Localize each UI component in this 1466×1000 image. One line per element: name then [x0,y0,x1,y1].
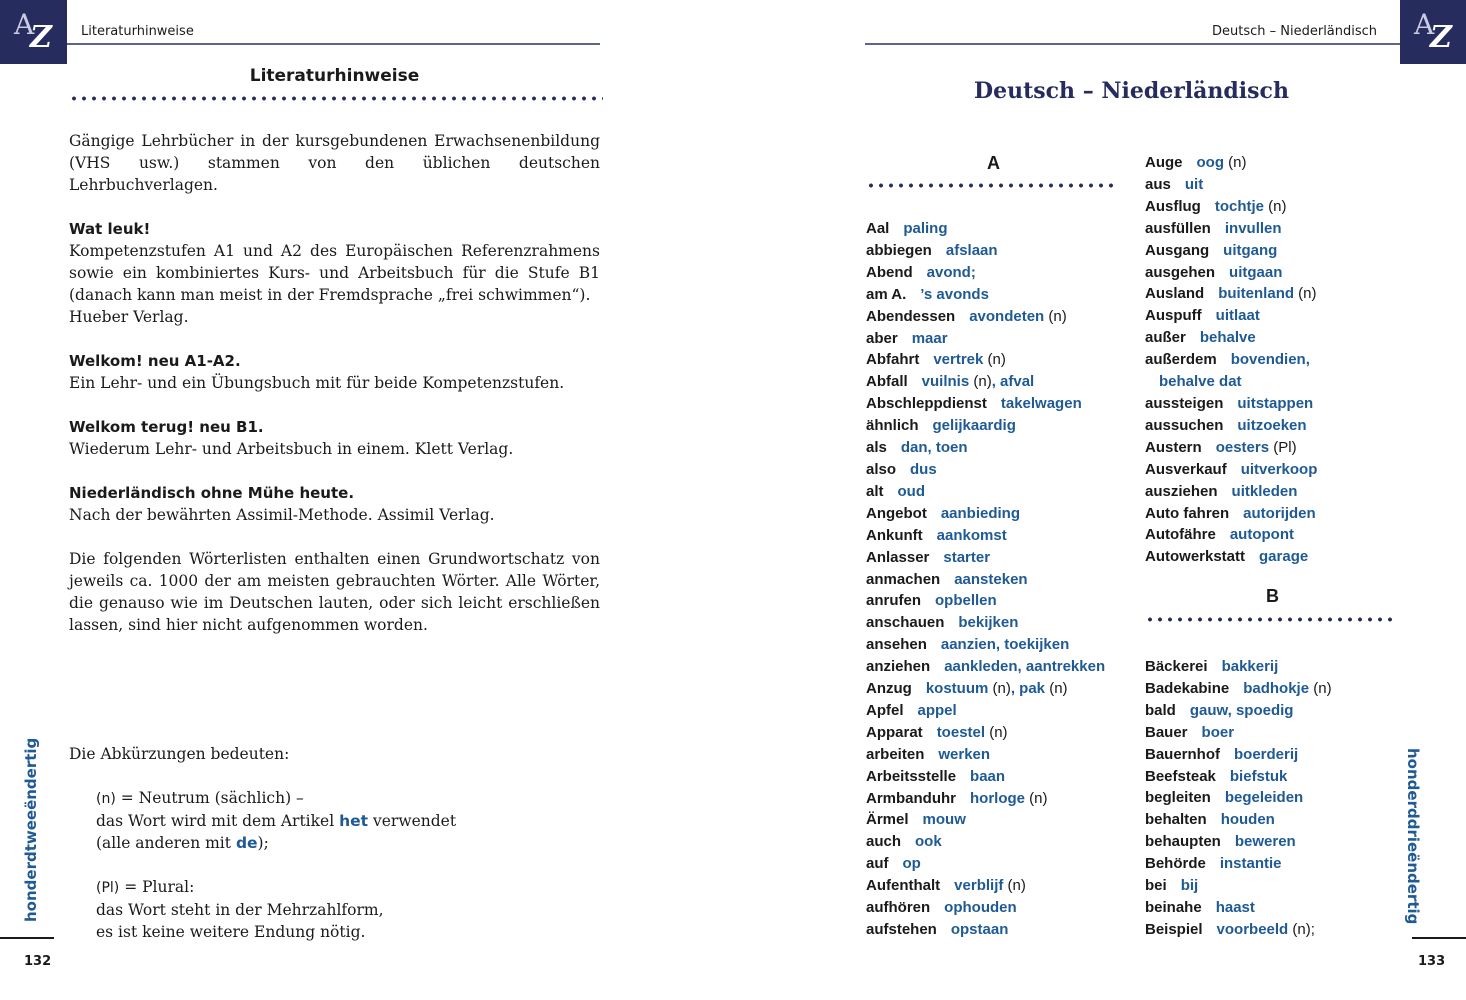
german-word: Abschleppdienst [866,395,987,413]
german-word: Abend [866,263,913,281]
dictionary-entry [1145,415,1400,437]
dutch-translation: aankleden, aantrekken [944,658,1106,676]
dutch-translation: uit [1184,175,1204,193]
german-word: ausfüllen [1145,219,1211,237]
abbr-plural-line: (Pl) = Plural: [96,878,195,896]
german-word: Aal [866,220,890,237]
german-word: Anlasser [866,548,930,566]
dictionary-entry [1145,240,1400,262]
dictionary-entry [1145,481,1400,503]
dictionary-entry [866,415,1121,437]
page-title: Literaturhinweise [249,66,420,86]
az-logo-icon: A Z [0,0,67,64]
dictionary-entry [1145,809,1400,831]
page-number: 133 [1418,954,1446,969]
german-word: Ausgang [1145,241,1210,259]
dutch-translation: vertrek [933,351,984,369]
german-word: ausziehen [1145,482,1218,500]
header-rule [865,43,1400,45]
german-word: Ausflug [1145,197,1201,215]
dictionary-entry [1145,283,1400,305]
german-word: Bauer [1145,723,1188,741]
book-description: Wiederum Lehr- und Arbeitsbuch in einem. Klett Verlag. [69,440,514,458]
article-de: de [235,834,258,852]
dictionary-entry [866,634,1121,656]
dictionary-entry [1145,262,1400,284]
grammar-note: (n) [1294,285,1317,303]
german-word: aber [866,329,898,347]
grammar-note: (n) [988,680,1011,698]
dictionary-entry [866,218,1121,240]
dutch-translation: uitzoeken [1237,416,1307,434]
german-word: außer [1145,329,1186,347]
dictionary-entry [1145,393,1400,415]
dutch-translation: tochtje [1214,197,1264,215]
german-word: Abfahrt [866,351,920,369]
german-word: Auge [1145,154,1183,171]
german-word: bei [1145,877,1167,895]
dictionary-entry [1145,371,1400,393]
abbr-plural-note: es ist keine weitere Endung nötig. [96,923,366,941]
dictionary-entry [1145,722,1400,744]
german-word: anmachen [866,570,941,588]
german-word: abbiegen [866,241,932,259]
dutch-translation: boerderij [1234,745,1299,763]
grammar-note: (n) [985,723,1008,741]
dutch-translation: behalve [1199,329,1256,347]
dictionary-entry [1145,503,1400,525]
dutch-translation: aankomst [936,526,1007,544]
dictionary-entry [866,612,1121,634]
dictionary-entry [1145,524,1400,546]
dutch-translation: ’s avonds [920,285,989,303]
dictionary-entry [1145,218,1400,240]
german-word: Badekabine [1145,679,1230,697]
german-word: aus [1145,175,1171,193]
german-word: aufhören [866,899,931,917]
grammar-note: (n) [1264,197,1287,215]
german-word: Arbeitsstelle [866,767,957,785]
dictionary-entry [866,809,1121,831]
dutch-translation: vuilnis [921,373,970,391]
dutch-translation: uitgang [1223,241,1278,259]
page-number-words: honderddrieëndertig [1404,748,1422,925]
dictionary-entry [1145,766,1400,788]
german-word: Bauernhof [1145,745,1220,763]
dutch-translation: verblijf [954,877,1004,895]
book-title: Welkom! neu A1-A2. [69,352,241,370]
german-word: Ärmel [866,811,909,829]
dutch-translation: ophouden [944,899,1017,917]
grammar-note: (n); [1288,920,1315,938]
dutch-translation: instantie [1219,855,1282,873]
dictionary-entry [1145,327,1400,349]
dutch-translation: bakkerij [1221,658,1279,675]
dutch-translation: oog [1196,154,1224,171]
az-logo-icon: A Z [1400,0,1466,64]
dutch-translation: biefstuk [1229,767,1288,785]
dutch-translation: takelwagen [1000,395,1082,413]
german-word: Auspuff [1145,307,1202,325]
dutch-translation: opbellen [935,592,997,610]
book-description: Kompetenzstufen A1 und A2 des Europäischen Referenzrahmens sowie ein kombiniertes Kurs- und Arbeitsbuch für die Stufe B1 (danach kann man meist in der Fremdsprache „frei schwimmen“). [69,242,600,304]
dutch-translation: maar [911,329,948,347]
dictionary-entry [866,853,1121,875]
dictionary-entry [866,306,1121,328]
dutch-translation: oesters [1215,438,1270,456]
dutch-translation: invullen [1224,219,1282,237]
dictionary-entry [1145,546,1400,568]
dictionary-entry [866,503,1121,525]
dictionary-entry [866,284,1121,306]
dutch-translation: dan, toen [900,439,968,457]
grammar-note: (n) [969,373,992,391]
german-word: auf [866,855,889,873]
book-description: Ein Lehr- und ein Übungsbuch mit für beide Kompetenzstufen. [69,374,565,392]
german-word: bald [1145,701,1176,719]
dutch-translation: , pak [1010,680,1046,698]
dutch-translation: garage [1259,548,1309,566]
dictionary-entry [866,678,1121,700]
dictionary-entry [1145,787,1400,809]
german-word: behaupten [1145,833,1221,851]
dutch-translation: bovendien, [1230,351,1310,369]
dutch-translation: op [902,855,921,873]
letter-b-block [1145,586,1400,608]
german-word: ansehen [866,636,927,654]
dutch-translation: horloge [970,789,1025,807]
letter-heading-b: B [1266,586,1279,606]
german-word: aufstehen [866,921,937,938]
letter-heading-a: A [987,153,1000,173]
german-word: Abfall [866,373,908,391]
dictionary-entry [1145,459,1400,481]
dutch-translation: autopont [1229,526,1294,544]
dutch-translation: autorijden [1243,504,1316,522]
dutch-translation: bekijken [958,614,1019,632]
dutch-translation: behalve dat [1159,373,1242,391]
dutch-translation: avondeten [969,307,1045,325]
dictionary-entry [1145,152,1400,174]
article-het: het [339,812,369,830]
german-word: Apfel [866,701,904,719]
intro-paragraph: Gängige Lehrbücher in der kursgebundenen Erwachsenenbildung (VHS usw.) stammen von den üblichen deutschen Lehrbuchverlagen. [69,132,600,194]
dutch-translation: gelijkaardig [932,417,1016,435]
dictionary-entry [1145,196,1400,218]
dictionary-entry [866,766,1121,788]
german-word: Ausland [1145,285,1205,303]
dutch-translation: oud [897,482,926,500]
german-word: Bäckerei [1145,658,1208,675]
footer-rule [1412,937,1466,939]
dutch-translation: aanzien, toekijken [940,636,1070,654]
dutch-translation: gauw, spoedig [1189,701,1294,719]
dutch-translation: uitlaat [1215,307,1260,325]
dutch-translation: badhokje [1243,679,1310,697]
dictionary-entry [1145,656,1400,678]
abbr-neutrum-line: (n) = Neutrum (sächlich) – [96,789,304,807]
dutch-translation: uitgaan [1229,263,1283,281]
german-word: ausgehen [1145,263,1216,281]
abbr-plural-explanation: das Wort steht in der Mehrzahlform, [96,901,384,919]
dictionary-entry [866,897,1121,919]
dotted-divider [866,183,1119,188]
dictionary-entry [866,262,1121,284]
german-word: außerdem [1145,351,1217,369]
dutch-translation: kostuum [925,680,989,698]
dictionary-entry [1145,437,1400,459]
dictionary-entry [866,525,1121,547]
abbr-neutrum-explanation: das Wort wird mit dem Artikel het verwendet [96,812,457,830]
dictionary-entry [866,831,1121,853]
grammar-note: (n) [1309,679,1332,697]
german-word: Austern [1145,438,1202,456]
entries-b [1145,656,1400,941]
dutch-translation: buitenland [1218,285,1295,303]
running-head-right: Deutsch – Niederländisch [1212,24,1378,39]
grammar-note: (n) [1044,307,1067,325]
book-title: Wat leuk! [69,220,151,238]
german-word: Anzug [866,680,912,698]
dutch-translation: beweren [1234,833,1296,851]
german-word: als [866,439,887,457]
german-word: anrufen [866,592,922,610]
grammar-note: (n) [1224,154,1247,171]
dictionary-entry [1145,744,1400,766]
dictionary-entry [866,590,1121,612]
dictionary-entry [866,656,1121,678]
dictionary-entry [1145,853,1400,875]
dutch-translation: mouw [922,811,966,829]
dutch-translation: ook [915,833,942,851]
german-word: Armbanduhr [866,789,956,807]
dutch-translation: dus [910,460,937,478]
dictionary-entry [866,919,1121,941]
german-word: Ankunft [866,526,923,544]
dutch-translation: toestel [936,723,986,741]
german-word: Auto fahren [1145,504,1230,522]
dictionary-entry [866,788,1121,810]
dutch-translation: werken [938,745,991,763]
entries-a-col2 [1145,152,1400,568]
dutch-translation: , afval [991,373,1035,391]
dutch-translation: bij [1180,877,1199,895]
dutch-translation: haast [1215,898,1255,916]
dictionary-entry [1145,174,1400,196]
german-word: Beispiel [1145,920,1203,938]
dutch-translation: starter [943,548,991,566]
german-word: aussuchen [1145,416,1224,434]
dutch-translation: aanbieding [940,504,1021,522]
dutch-translation: voorbeeld [1216,920,1289,938]
dictionary-entry [866,371,1121,393]
german-word: Angebot [866,504,927,522]
dictionary-entry [866,240,1121,262]
grammar-note: (n) [983,351,1006,369]
dutch-translation: appel [917,701,957,719]
german-word: Aufenthalt [866,877,941,895]
german-word: Autofähre [1145,526,1216,544]
abbreviations-heading: Die Abkürzungen bedeuten: [69,745,290,763]
german-word: Abendessen [866,307,956,325]
dictionary-entry [1145,831,1400,853]
dictionary-entry [866,722,1121,744]
dictionary-column-1 [866,153,1121,175]
dictionary-entry [866,393,1121,415]
german-word: auch [866,833,902,851]
grammar-note: (n) [1045,680,1068,698]
dictionary-entry [866,744,1121,766]
german-word: Autowerkstatt [1145,548,1246,566]
dictionary-title: Deutsch – Niederländisch [974,78,1289,104]
dictionary-entry [1145,678,1400,700]
dictionary-entry [1145,700,1400,722]
german-word: Beefsteak [1145,767,1216,785]
entries-a-col1 [866,218,1121,941]
book-title: Niederländisch ohne Mühe heute. [69,484,355,502]
dictionary-entry [866,328,1121,350]
german-word: aussteigen [1145,394,1224,412]
dictionary-entry [866,569,1121,591]
dictionary-entry [1145,919,1400,941]
german-word: Ausverkauf [1145,460,1227,478]
german-word: anziehen [866,658,931,676]
dictionary-entry [866,700,1121,722]
dictionary-entry [1145,897,1400,919]
german-word: beinahe [1145,898,1202,916]
dictionary-entry [1145,349,1400,371]
page-number-words: honderdtweeëndertig [22,737,40,922]
dutch-translation: uitstappen [1237,394,1314,412]
dictionary-entry [866,481,1121,503]
dictionary-entry [866,547,1121,569]
dictionary-entry [866,875,1121,897]
dutch-translation: uitkleden [1231,482,1298,500]
dutch-translation: houden [1220,811,1275,829]
german-word: Apparat [866,723,923,741]
german-word: anschauen [866,614,945,632]
dictionary-entry [1145,875,1400,897]
grammar-note: (n) [1003,877,1026,895]
page-number: 132 [24,954,52,969]
book-title: Welkom terug! neu B1. [69,418,264,436]
wordlist-paragraph: Die folgenden Wörterlisten enthalten einen Grundwortschatz von jeweils ca. 1000 der am meisten gebrauchten Wörter. Alle Wörter, die genauso wie im Deutschen lauten, oder sich leicht erschließen lassen, sind hier nicht aufgenommen worden. [69,550,600,634]
dutch-translation: uitverkoop [1240,460,1318,478]
dutch-translation: baan [970,767,1006,785]
german-word: alt [866,482,884,500]
grammar-note: (Pl) [1269,438,1297,456]
grammar-note: (n) [1025,789,1048,807]
german-word: arbeiten [866,745,925,763]
dictionary-entry [1145,305,1400,327]
book-description: Nach der bewährten Assimil-Methode. Assimil Verlag. [69,506,495,524]
dutch-translation: paling [903,220,948,237]
abbr-neutrum-note: (alle anderen mit de); [96,834,269,852]
german-word: behalten [1145,811,1207,829]
dutch-translation: afslaan [945,241,998,259]
dictionary-entry [866,437,1121,459]
german-word: begleiten [1145,789,1211,807]
dutch-translation: avond; [926,263,976,281]
dutch-translation: opstaan [950,921,1009,938]
dutch-translation: boer [1201,723,1235,741]
dutch-translation: aansteken [954,570,1028,588]
dictionary-entry [866,349,1121,371]
book-publisher: Hueber Verlag. [69,308,189,326]
german-word: also [866,460,897,478]
dotted-divider [1145,617,1398,622]
dutch-translation: begeleiden [1224,789,1304,807]
german-word: Behörde [1145,855,1206,873]
running-head-left: Literaturhinweise [81,24,194,39]
dictionary-entry [866,459,1121,481]
german-word: am A. [866,285,907,303]
german-word: ähnlich [866,417,919,435]
